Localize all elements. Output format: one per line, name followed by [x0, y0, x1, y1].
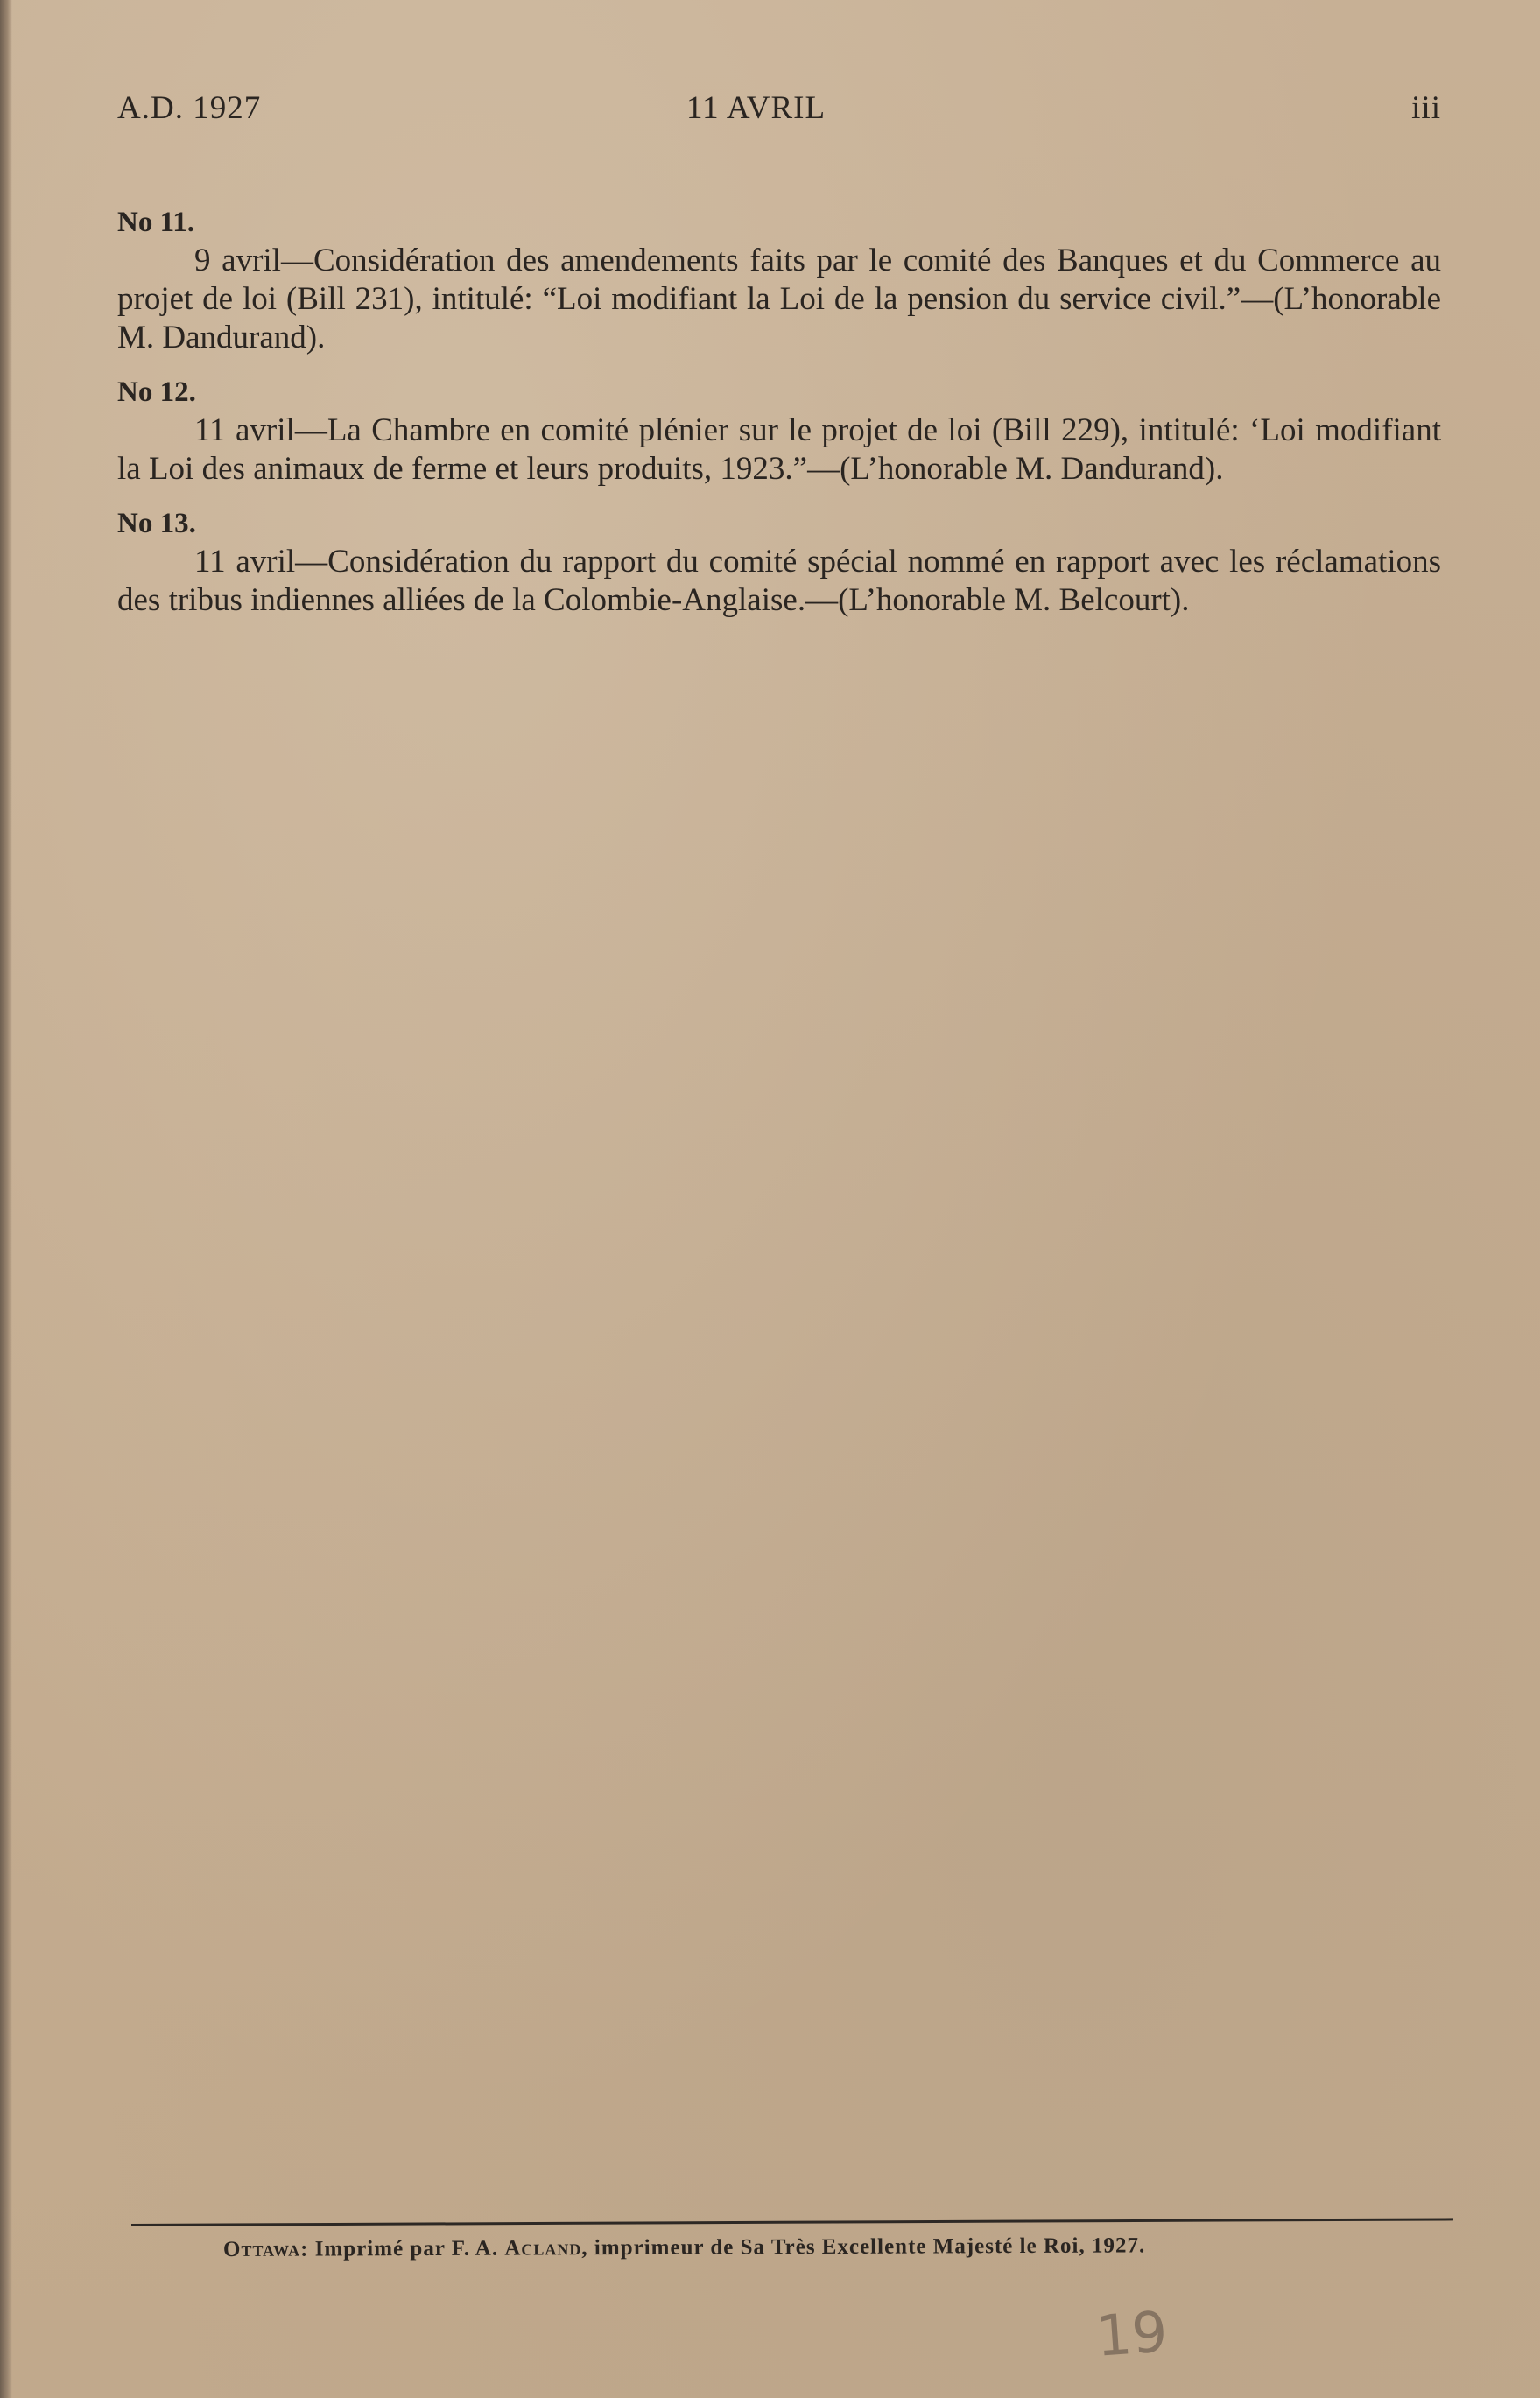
- handwritten-page-mark: 19: [1093, 2300, 1170, 2370]
- printer-imprint: [223, 2233, 1379, 2262]
- entry-12: [117, 373, 1441, 489]
- page-spine-shadow: [0, 0, 12, 2398]
- header-page-number: iii: [1411, 90, 1441, 126]
- entry-number: No 12.: [117, 376, 196, 408]
- order-of-day-entries: [117, 203, 1441, 636]
- imprint-text-before: : Imprimé par F. A.: [300, 2236, 505, 2261]
- entry-text: 9 avril—Considération des amendements faits par le comité des Banques et du Commerce au projet de loi (Bill 231), intitulé: “Loi modifiant la Loi de la pension du service civil.”—(L’honorable M. Dandurand).: [117, 243, 1441, 355]
- running-header: [117, 89, 1441, 133]
- imprint-printer-name: Acland: [504, 2236, 582, 2261]
- header-year: A.D. 1927: [117, 90, 262, 126]
- imprint-city: Ottawa: [222, 2237, 301, 2261]
- entry-number: No 13.: [117, 508, 196, 539]
- entry-11: [117, 203, 1441, 357]
- entry-number: No 11.: [117, 207, 195, 238]
- entry-text: 11 avril—La Chambre en comité plénier sur le projet de loi (Bill 229), intitulé: ‘Loi modifiant la Loi des animaux de ferme et leurs produits, 1923.”—(L’honorable M. Dandurand).: [117, 412, 1441, 487]
- header-date: 11 AVRIL: [686, 90, 826, 126]
- imprint-text-after: , imprimeur de Sa Très Excellente Majesté le Roi, 1927.: [581, 2233, 1146, 2261]
- footer-rule: [131, 2218, 1453, 2226]
- entry-13: [117, 504, 1441, 620]
- entry-text: 11 avril—Considération du rapport du comité spécial nommé en rapport avec les réclamations des tribus indiennes alliées de la Colombie-Anglaise.—(L’honorable M. Belcourt).: [117, 544, 1441, 618]
